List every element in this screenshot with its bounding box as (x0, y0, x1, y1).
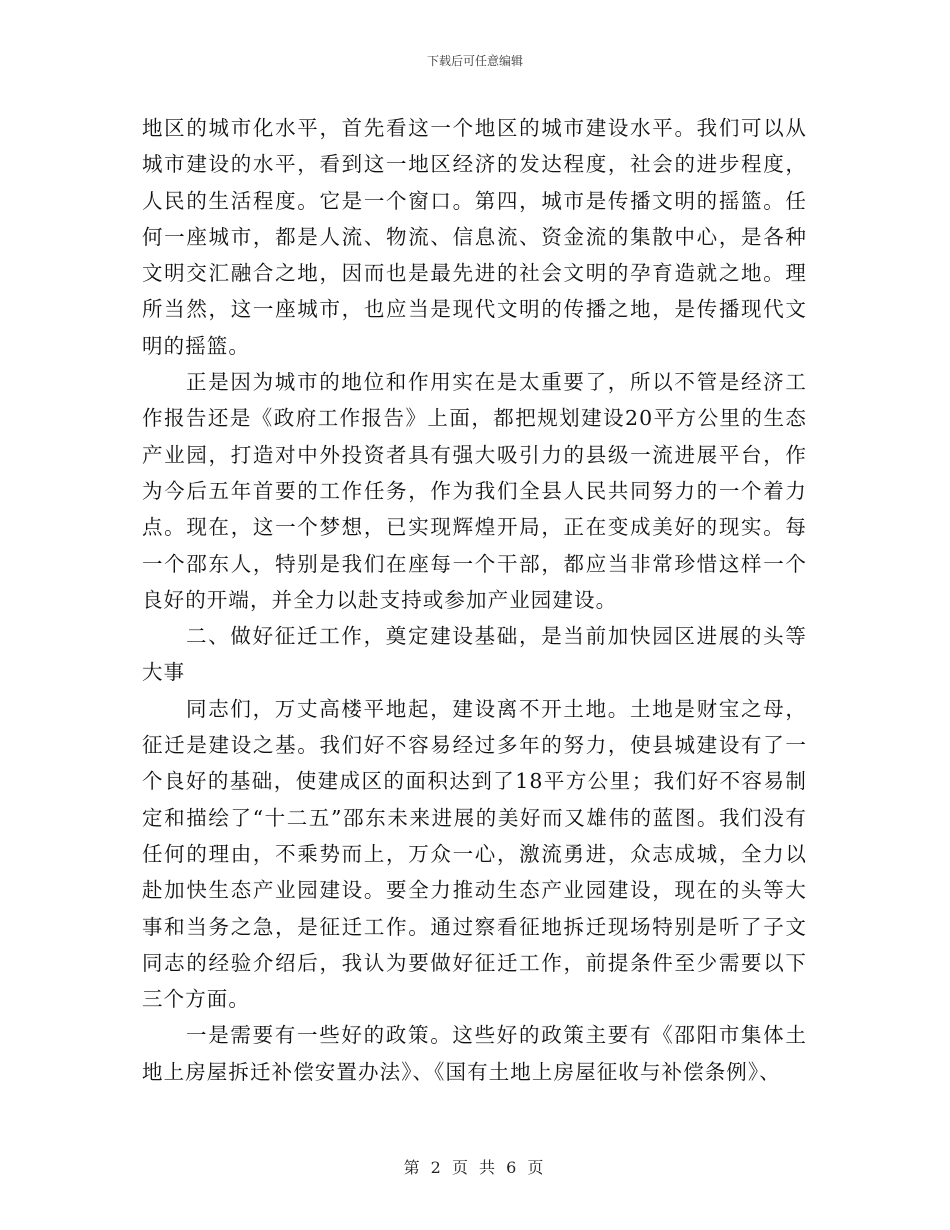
page-number-footer: 第 2 页 共 6 页 (403, 1158, 547, 1177)
paragraph-1: 地区的城市化水平，首先看这一个地区的城市建设水平。我们可以从城市建设的水平，看到这一地区经济的发达程度，社会的进步程度，人民的生活程度。它是一个窗口。第四，城市是传播文明的摇篮。任何一座城市，都是人流、物流、信息流、资金流的集散中心，是各种文明交汇融合之地，因而也是最先进的社会文明的孕育造就之地。理所当然，这一座城市，也应当是现代文明的传播之地，是传播现代文明的摇篮。 (142, 116, 807, 358)
section-heading: 二、做好征迁工作，奠定建设基础，是当前加快园区进展的头等大事 (142, 624, 807, 685)
paragraph-3: 同志们，万丈高楼平地起，建设离不开土地。土地是财宝之母，征迁是建设之基。我们好不容易经过多年的努力，使县城建设有了一个良好的基础，使建成区的面积达到了18平方公里；我们好不容易制定和描绘了“十二五”邵东未来进展的美好而又雄伟的蓝图。我们没有任何的理由，不乘势而上，万众一心，激流勇进，众志成城，全力以赴加快生态产业园建设。要全力推动生态产业园建设，现在的头等大事和当务之急，是征迁工作。通过察看征地拆迁现场特别是听了子文同志的经验介绍后，我认为要做好征迁工作，前提条件至少需要以下三个方面。 (142, 696, 807, 1012)
page-header: 下载后可任意编辑 (426, 54, 523, 68)
paragraph-2: 正是因为城市的地位和作用实在是太重要了，所以不管是经济工作报告还是《政府工作报告》上面，都把规划建设20平方公里的生态产业园，打造对中外投资者具有强大吸引力的县级一流进展平台，作为今后五年首要的工作任务，作为我们全县人民共同努力的一个着力点。现在，这一个梦想，已实现辉煌开局，正在变成美好的现实。每一个邵东人，特别是我们在座每一个干部，都应当非常珍惜这样一个良好的开端，并全力以赴支持或参加产业园建设。 (142, 370, 807, 612)
document-body (142, 110, 807, 1090)
paragraph-4: 一是需要有一些好的政策。这些好的政策主要有《邵阳市集体土地上房屋拆迁补偿安置办法》、《国有土地上房屋征收与补偿条例》、 (142, 1023, 807, 1084)
